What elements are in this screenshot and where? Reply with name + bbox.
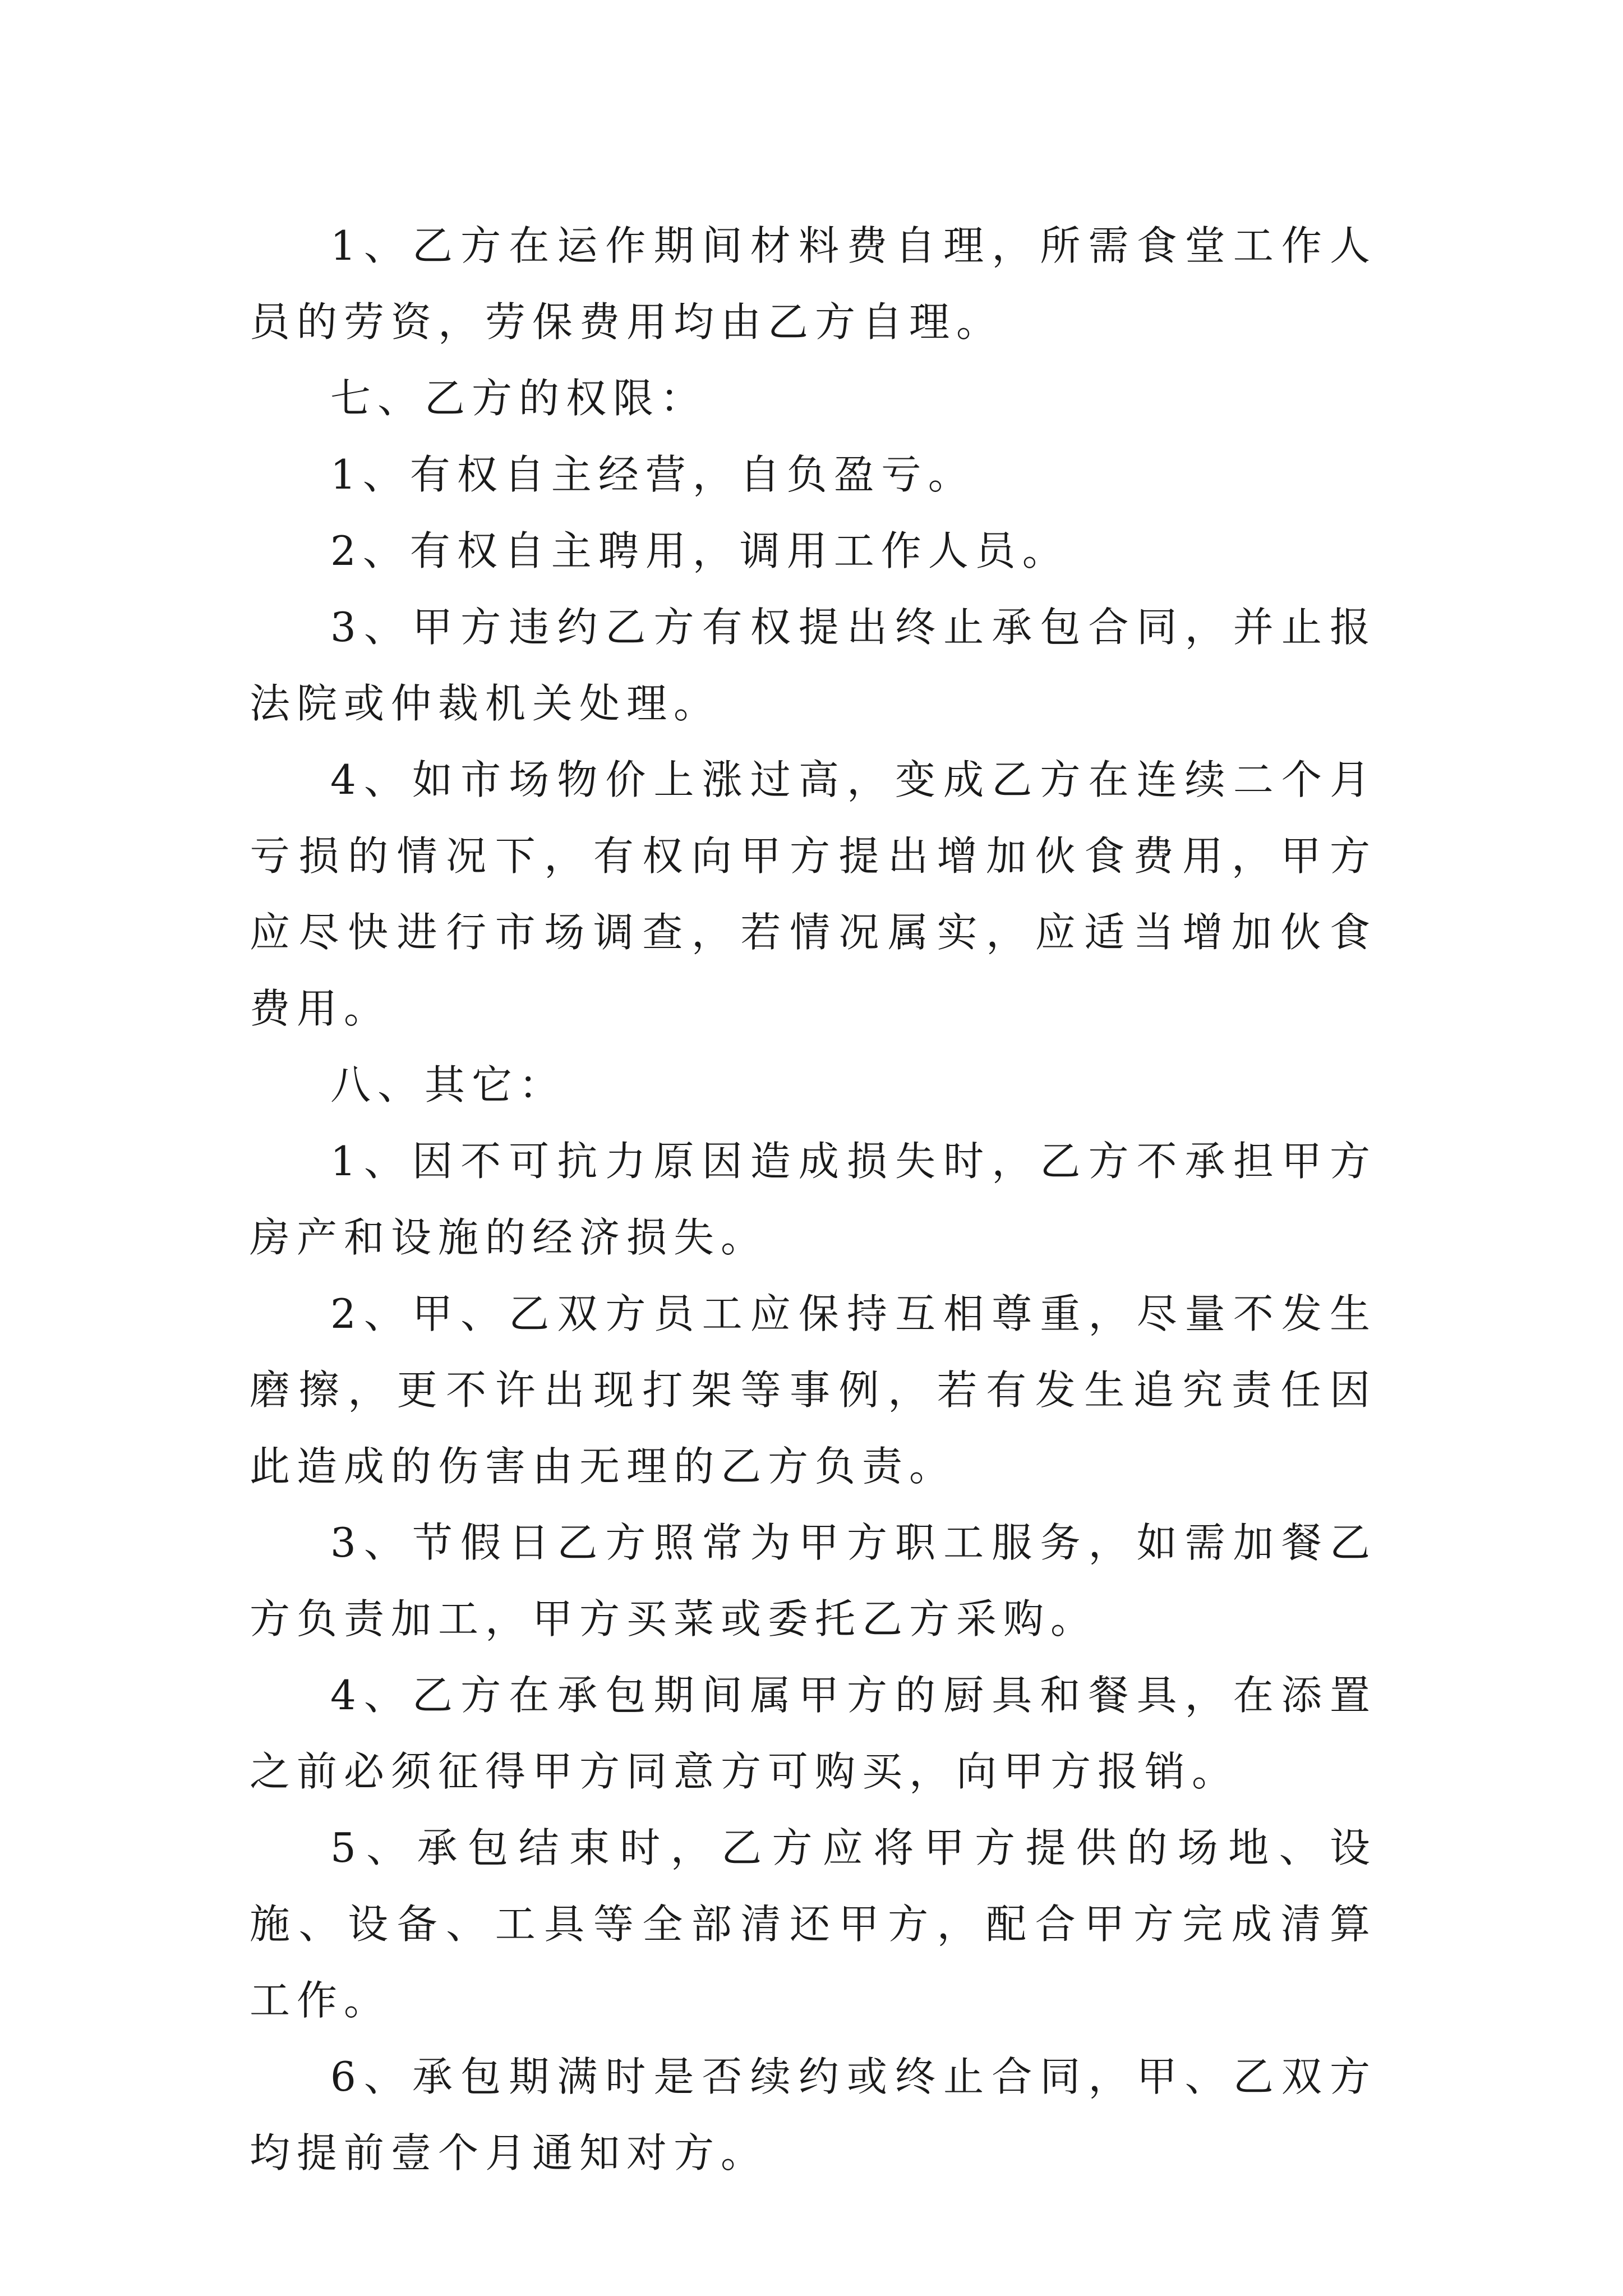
paragraph-12: 5、承包结束时，乙方应将甲方提供的场地、设施、设备、工具等全部清还甲方，配合甲方完成清算工作。 (250, 1824, 1377, 2024)
paragraph-4: 2、有权自主聘用，调用工作人员。 (330, 527, 1069, 574)
paragraph-6: 4、如市场物价上涨过高，变成乙方在连续二个月亏损的情况下，有权向甲方提出增加伙食费用，甲方应尽快进行市场调查，若情况属实，应适当增加伙食费用。 (250, 756, 1377, 1032)
section-heading-8: 八、其它： (330, 1061, 566, 1108)
paragraph-3: 1、有权自主经营，自负盈亏。 (330, 451, 975, 498)
paragraph-9: 2、甲、乙双方员工应保持互相尊重，尽量不发生磨擦，更不许出现打架等事例，若有发生追究责任因此造成的伤害由无理的乙方负责。 (250, 1290, 1377, 1490)
document-body (250, 208, 1377, 2191)
paragraph-8: 1、因不可抗力原因造成损失时，乙方不承担甲方房产和设施的经济损失。 (250, 1138, 1377, 1261)
paragraph-1: 1、乙方在运作期间材料费自理，所需食堂工作人员的劳资，劳保费用均由乙方自理。 (250, 222, 1377, 346)
paragraph-13: 6、承包期满时是否续约或终止合同，甲、乙双方均提前壹个月通知对方。 (250, 2053, 1377, 2177)
paragraph-5: 3、甲方违约乙方有权提出终止承包合同，并止报法院或仲裁机关处理。 (250, 604, 1377, 727)
paragraph-10: 3、节假日乙方照常为甲方职工服务，如需加餐乙方负责加工，甲方买菜或委托乙方采购。 (250, 1519, 1377, 1642)
paragraph-11: 4、乙方在承包期间属甲方的厨具和餐具，在添置之前必须征得甲方同意方可购买，向甲方报销。 (250, 1672, 1377, 1795)
section-heading-7: 七、乙方的权限： (330, 375, 708, 422)
